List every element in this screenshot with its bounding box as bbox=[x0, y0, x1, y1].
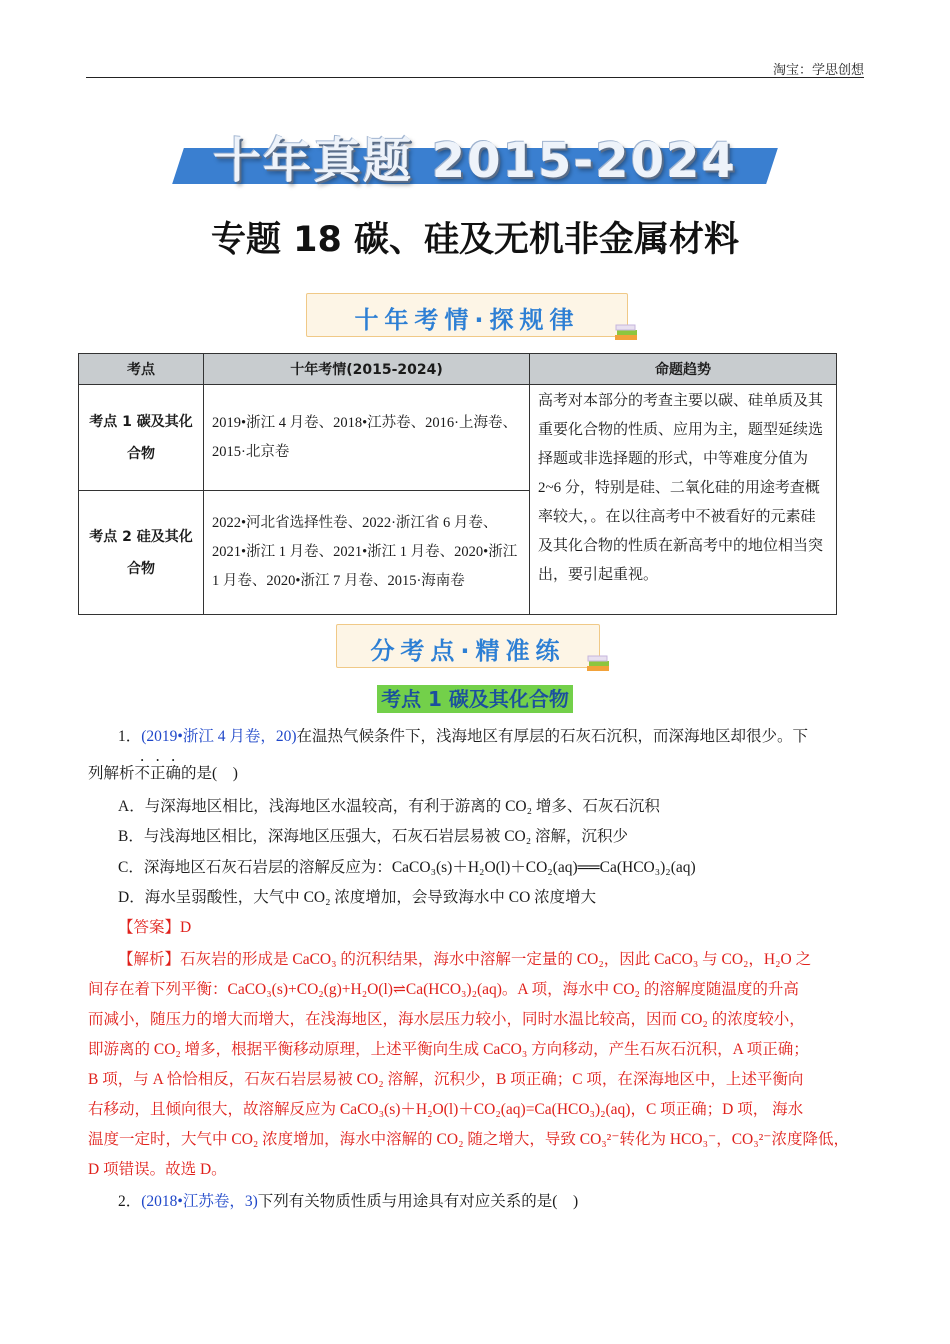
table-cell-years: 2019•浙江 4 月卷、2018•江苏卷、2016·上海卷、2015·北京卷 bbox=[204, 385, 530, 491]
table-header-cell: 十年考情(2015-2024) bbox=[204, 354, 530, 385]
question-1-stem bbox=[88, 722, 868, 752]
section-tag-practice bbox=[336, 624, 600, 668]
emphasized-text: 不正确 bbox=[134, 765, 182, 782]
analysis-line: 温度一定时，大气中 CO₂ 浓度增加，海水中溶解的 CO₂ 随之增大，导致 CO₃²⁻转化为 HCO₃⁻，CO₃²⁻浓度降低， bbox=[88, 1131, 849, 1148]
question-text: 下列有关物质性质与用途具有对应关系的是( ) bbox=[257, 1193, 579, 1210]
analysis-line: 而减小，随压力的增大而增大，在浅海地区，海水层压力较小，同时水温比较高，因而 CO₂ 的浓度较小， bbox=[88, 1011, 805, 1028]
banner-text: 十年真题 2015-2024 bbox=[213, 133, 737, 189]
question-number: 1． bbox=[118, 728, 142, 745]
analysis-line: 右移动，且倾向很大，故溶解反应为 CaCO₃(s)＋H₂O(l)＋CO₂(aq)=Ca(HCO₃)₂(aq)，C 项正确；D 项， 海水 bbox=[88, 1101, 804, 1118]
table-header-row bbox=[79, 354, 837, 385]
analysis-line: D 项错误。故选 D。 bbox=[88, 1161, 227, 1178]
analysis bbox=[88, 945, 873, 1185]
answer: 【答案】D bbox=[118, 919, 192, 936]
books-icon bbox=[613, 324, 641, 342]
page-title: 专题 18 碳、硅及无机非金属材料 bbox=[210, 220, 740, 260]
question-2-stem bbox=[88, 1187, 868, 1217]
option-b: B．与浅海地区相比，深海地区压强大，石灰石岩层易被 CO₂ 溶解，沉积少 bbox=[118, 828, 629, 845]
exam-overview-table bbox=[78, 353, 837, 615]
question-source: (2019•浙江 4 月卷，20) bbox=[141, 728, 297, 745]
question-source: (2018•江苏卷，3) bbox=[141, 1193, 258, 1210]
decade-banner bbox=[178, 118, 772, 189]
analysis-line: 间存在着下列平衡：CaCO₃(s)+CO₂(g)+H₂O(l)⇌Ca(HCO₃)₂(aq)。A 项，海水中 CO₂ 的溶解度随温度的升高 bbox=[88, 981, 799, 998]
section-tag-trends bbox=[306, 293, 628, 337]
question-1-stem-cont bbox=[88, 756, 868, 789]
table-cell-trend: 高考对本部分的考查主要以碳、硅单质及其重要化合物的性质、应用为主，题型延续选择题或非选择题的形式，中等难度分值为 2~6 分，特别是硅、二氧化硅的用途考查概率较大，。在以往高考中不被看好的元素硅及其化合物的性质在新高考中的地位相当突出，要引起重视。 bbox=[530, 385, 837, 615]
table-header-cell: 考点 bbox=[79, 354, 204, 385]
table-row bbox=[79, 385, 837, 491]
section-heading-text: 考点 1 碳及其化合物 bbox=[377, 685, 573, 713]
question-number: 2． bbox=[118, 1193, 142, 1210]
table-cell-years: 2022•河北省选择性卷、2022·浙江省 6 月卷、2021•浙江 1 月卷、2021•浙江 1 月卷、2020•浙江 1 月卷、2020•浙江 7 月卷、2015·海南卷 bbox=[204, 491, 530, 615]
section-heading bbox=[0, 683, 950, 712]
table-cell-point: 考点 1 碳及其化合物 bbox=[79, 385, 204, 491]
option-c: C．深海地区石灰石岩层的溶解反应为：CaCO₃(s)＋H₂O(l)＋CO₂(aq)══Ca(HCO₃)₂(aq) bbox=[118, 859, 696, 876]
question-text: 的是( ) bbox=[181, 765, 238, 782]
question-text: 在温热气候条件下，浅海地区有厚层的石灰石沉积，而深海地区却很少。下 bbox=[296, 728, 809, 745]
question-text: 列解析 bbox=[88, 765, 135, 782]
option-d: D．海水呈弱酸性，大气中 CO₂ 浓度增加，会导致海水中 CO 浓度增大 bbox=[118, 889, 597, 906]
analysis-line: 【解析】石灰岩的形成是 CaCO₃ 的沉积结果，海水中溶解一定量的 CO₂，因此 CaCO₃ 与 CO₂，H₂O 之 bbox=[118, 951, 812, 968]
table-header-cell: 命题趋势 bbox=[530, 354, 837, 385]
books-icon bbox=[585, 655, 613, 673]
header-shop-label: 淘宝：学思创想 bbox=[772, 62, 864, 77]
section-tag-trends-label: 十年考情·探规律 bbox=[354, 306, 580, 334]
section-tag-practice-label: 分考点·精准练 bbox=[370, 637, 566, 665]
header-rule bbox=[86, 77, 864, 78]
analysis-line: B 项，与 A 恰恰相反，石灰石岩层易被 CO₂ 溶解，沉积少，B 项正确；C 项，在深海地区中，上述平衡向 bbox=[88, 1071, 804, 1088]
table-cell-point: 考点 2 硅及其化合物 bbox=[79, 491, 204, 615]
analysis-line: 即游离的 CO₂ 增多，根据平衡移动原理，上述平衡向生成 CaCO₃ 方向移动，产生石灰石沉积，A 项正确； bbox=[88, 1041, 809, 1058]
option-a: A．与深海地区相比，浅海地区水温较高，有利于游离的 CO₂ 增多、石灰石沉积 bbox=[118, 798, 660, 815]
